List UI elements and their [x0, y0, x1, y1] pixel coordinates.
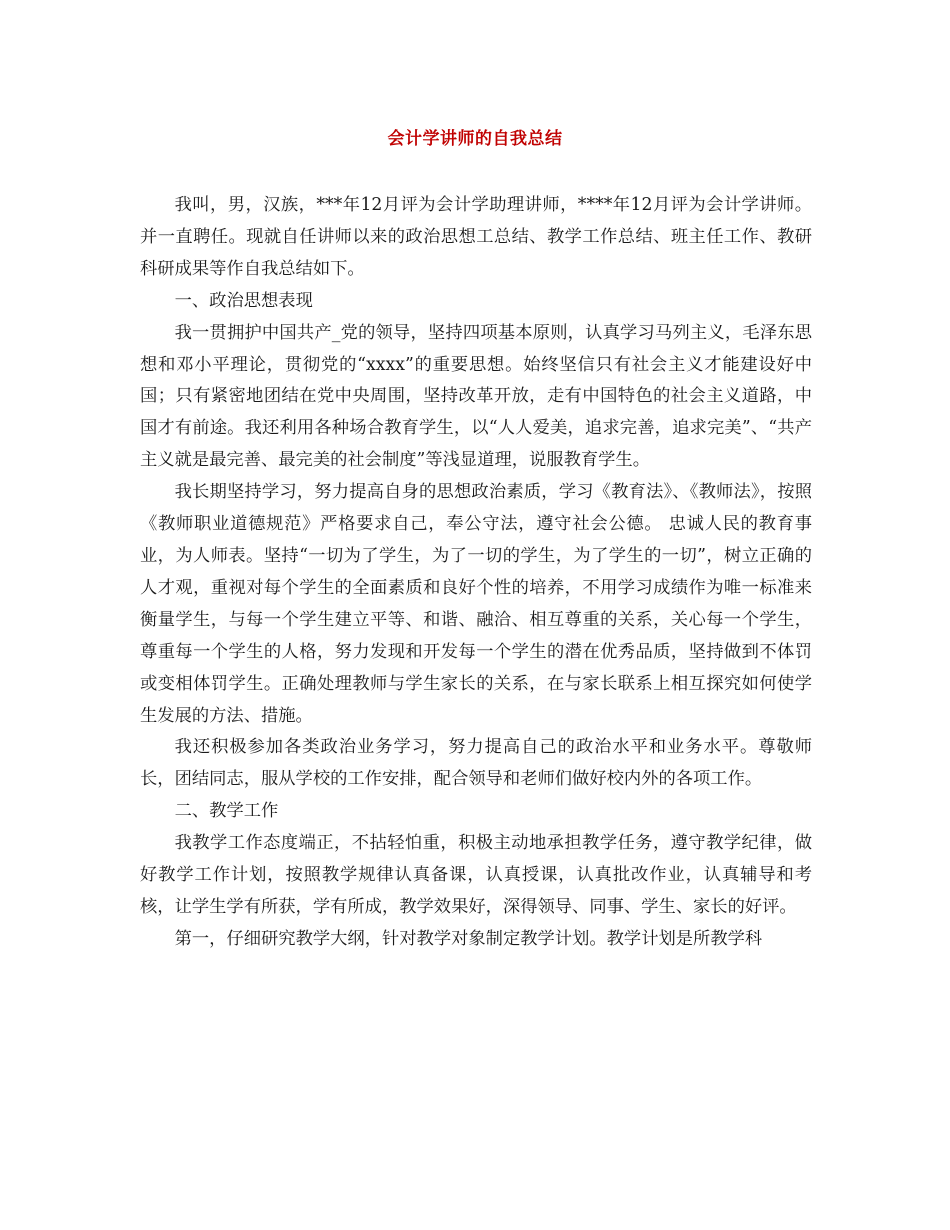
paragraph-intro: 我叫，男，汉族，***年12月评为会计学助理讲师，****年12月评为会计学讲师。并一直聘任。现就自任讲师以来的政治思想工总结、教学工作总结、班主任工作、教研科研成果等作自我总结如下。 [140, 195, 812, 279]
document-body [140, 190, 812, 956]
paragraph-teaching-1: 我教学工作态度端正，不拈轻怕重，积极主动地承担教学任务，遵守教学纪律，做好教学工作计划，按照教学规律认真备课，认真授课，认真批改作业，认真辅导和考核，让学生学有所获，学有所成，教学效果好，深得领导、同事、学生、家长的好评。 [140, 833, 812, 917]
paragraph-political-2: 我长期坚持学习，努力提高自身的思想政治素质，学习《教育法》、《教师法》，按照《教师职业道德规范》严格要求自己，奉公守法，遵守社会公德。 忠诚人民的教育事业，为人师表。坚持“一切为了学生，为了一切的学生，为了学生的一切”，树立正确的人才观，重视对每个学生的全面素质和良好个性的培养，不用学习成绩作为唯一标准来衡量学生，与每一个学生建立平等、和谐、融洽、相互尊重的关系，关心每一个学生，尊重每一个学生的人格，努力发现和开发每一个学生的潜在优秀品质，坚持做到不体罚或变相体罚学生。正确处理教师与学生家长的关系，在与家长联系上相互探究如何使学生发展的方法、措施。 [140, 482, 812, 726]
paragraph-teaching-2: 第一，仔细研究教学大纲，针对教学对象制定教学计划。教学计划是所教学科 [174, 928, 763, 949]
paragraph-political-3: 我还积极参加各类政治业务学习，努力提高自己的政治水平和业务水平。尊敬师长，团结同志，服从学校的工作安排，配合领导和老师们做好校内外的各项工作。 [140, 737, 812, 790]
section-heading-political: 一、政治思想表现 [174, 290, 313, 311]
section-heading-teaching: 二、教学工作 [174, 801, 279, 822]
paragraph-political-1: 我一贯拥护中国共产_党的领导，坚持四项基本原则，认真学习马列主义，毛泽东思想和邓小平理论，贯彻党的“xxxx”的重要思想。始终坚信只有社会主义才能建设好中国；只有紧密地团结在党中央周围，坚持改革开放，走有中国特色的社会主义道路，中国才有前途。我还利用各种场合教育学生，以“人人爱美，追求完善，追求完美”、“共产主义就是最完善、最完美的社会制度”等浅显道理，说服教育学生。 [140, 322, 812, 471]
page-title: 会计学讲师的自我总结 [387, 129, 563, 149]
